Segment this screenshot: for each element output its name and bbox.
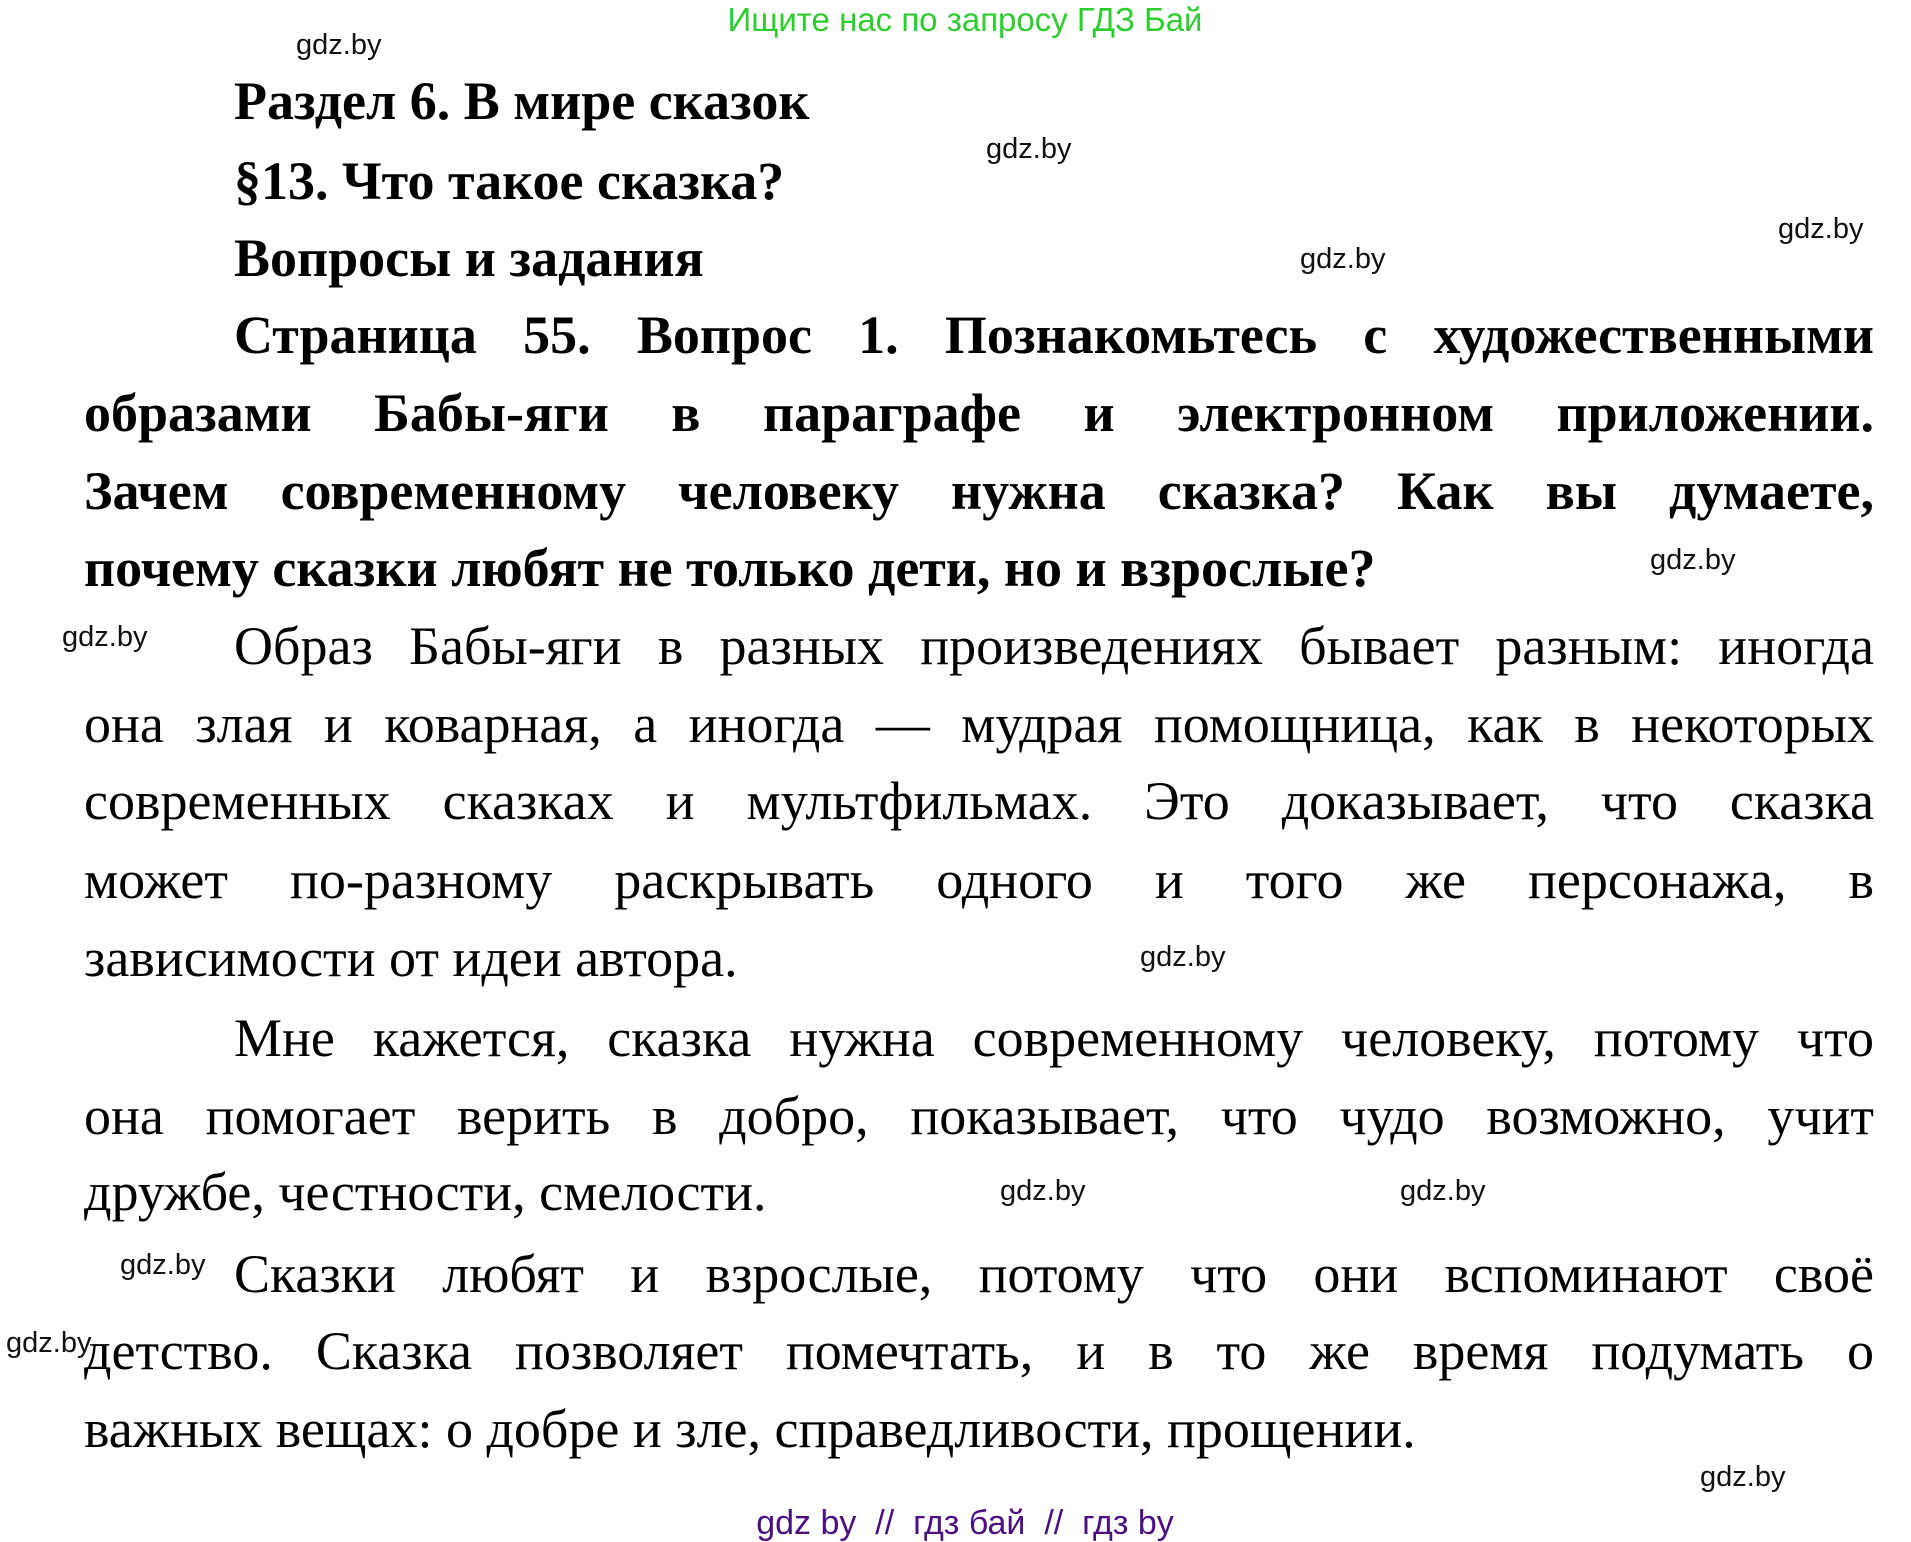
watermark: gdz.by [1300, 243, 1386, 275]
watermark: gdz.by [1650, 544, 1736, 576]
answer-line: зависимости от идеи автора. [84, 928, 738, 988]
question-line: Зачем современному человеку нужна сказка? Как вы думаете, [84, 461, 1874, 521]
search-banner: Ищите нас по запросу ГДЗ Бай [727, 1, 1203, 38]
watermark: gdz.by [986, 133, 1072, 165]
answer-line: она злая и коварная, а иногда — мудрая помощница, как в некоторых [84, 694, 1874, 754]
paragraph-heading: §13. Что такое сказка? [234, 151, 785, 211]
watermark: gdz.by [1700, 1461, 1786, 1493]
question-line: образами Бабы-яги в параграфе и электронном приложении. [84, 383, 1874, 443]
answer-line: она помогает верить в добро, показывает, что чудо возможно, учит [84, 1086, 1874, 1146]
answer-line: Сказки любят и взрослые, потому что они вспоминают своё [234, 1244, 1874, 1304]
answer-line: важных вещах: о добре и зле, справедливости, прощении. [84, 1399, 1416, 1459]
watermark: gdz.by [1778, 213, 1864, 245]
watermark: gdz.by [296, 29, 382, 61]
footer-banner: gdz by // гдз бай // гдз by [756, 1504, 1174, 1542]
answer-line: детство. Сказка позволяет помечтать, и в то же время подумать о [84, 1321, 1874, 1381]
question-line: почему сказки любят не только дети, но и взрослые? [84, 538, 1376, 598]
watermark: gdz.by [1140, 941, 1226, 973]
subsection-heading: Вопросы и задания [234, 228, 704, 288]
section-heading: Раздел 6. В мире сказок [234, 71, 810, 131]
watermark: gdz.by [120, 1249, 206, 1281]
answer-line: Мне кажется, сказка нужна современному человеку, потому что [234, 1008, 1874, 1068]
watermark: gdz.by [1000, 1175, 1086, 1207]
watermark: gdz.by [1400, 1175, 1486, 1207]
answer-line: современных сказках и мультфильмах. Это доказывает, что сказка [84, 771, 1874, 831]
watermark: gdz.by [6, 1327, 92, 1359]
answer-line: может по-разному раскрывать одного и того же персонажа, в [84, 850, 1874, 910]
question-line: Страница 55. Вопрос 1. Познакомьтесь с художественными [234, 305, 1874, 365]
answer-line: дружбе, честности, смелости. [84, 1162, 767, 1222]
watermark: gdz.by [62, 621, 148, 653]
answer-line: Образ Бабы-яги в разных произведениях бывает разным: иногда [234, 616, 1874, 676]
